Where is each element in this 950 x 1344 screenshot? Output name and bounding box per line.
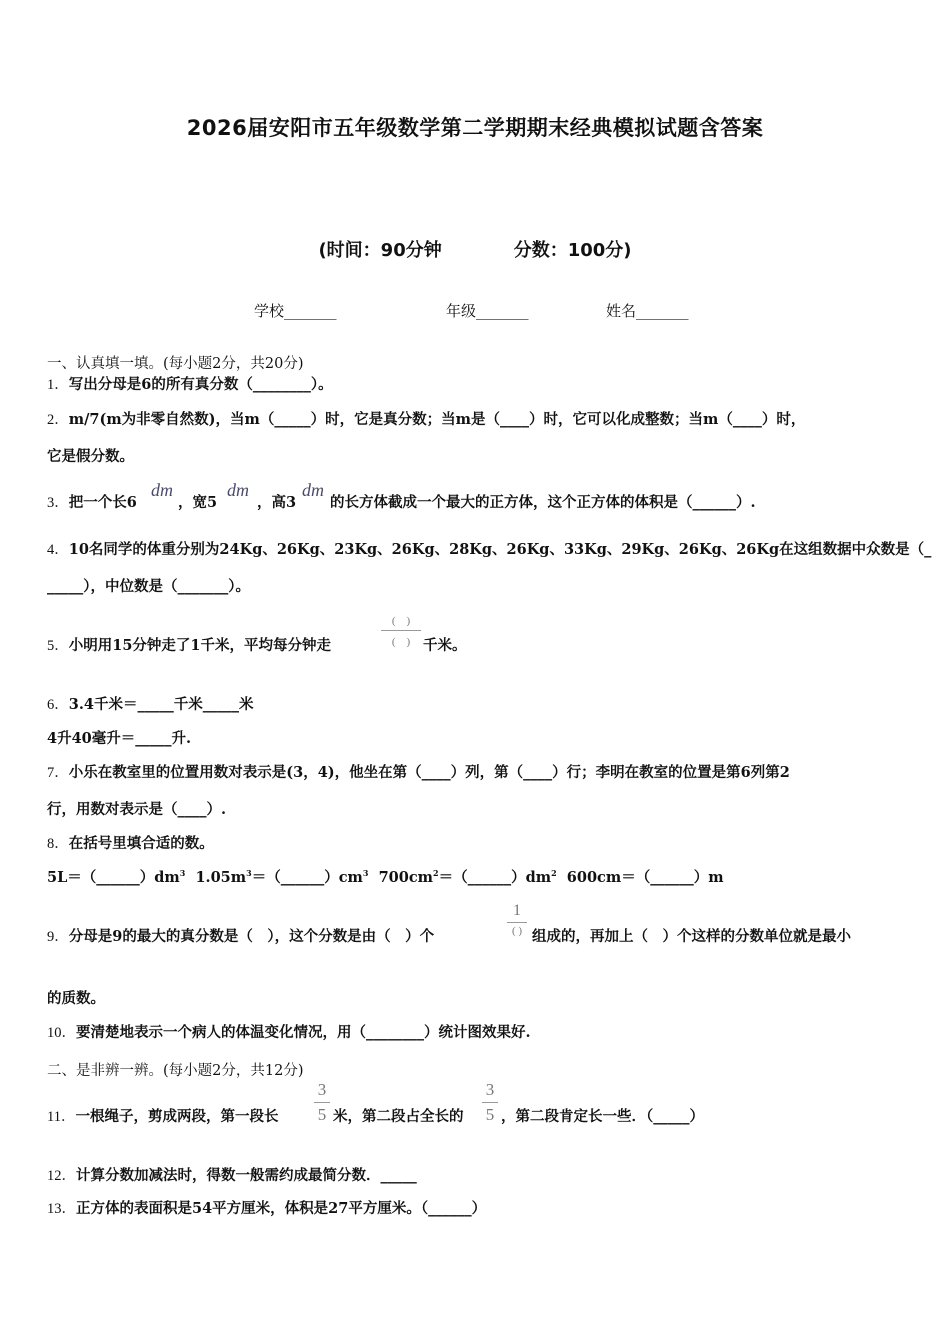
question-number: 13． bbox=[47, 1201, 76, 1217]
superscript: 3 bbox=[362, 868, 369, 878]
question-7-continued: 行，用数对表示是（____）. bbox=[47, 801, 227, 818]
question-4-continued: _____），中位数是（_______）。 bbox=[47, 578, 250, 595]
fraction-bar bbox=[482, 1102, 498, 1103]
superscript: 3 bbox=[179, 868, 186, 878]
item-length: 600cm＝（______）m bbox=[566, 869, 724, 886]
fraction-three-fifths bbox=[314, 1080, 330, 1125]
question-8 bbox=[47, 837, 214, 852]
fraction-denominator: 5 bbox=[485, 1105, 495, 1124]
superscript: 2 bbox=[433, 868, 439, 878]
question-number: 4． bbox=[47, 542, 69, 558]
superscript: 2 bbox=[551, 868, 557, 878]
question-9 bbox=[47, 930, 434, 945]
question-number: 2． bbox=[47, 412, 69, 428]
blank-fraction bbox=[381, 612, 421, 649]
question-2 bbox=[47, 413, 805, 428]
question-number: 10． bbox=[47, 1025, 76, 1041]
time-limit: (时间：90分钟 bbox=[318, 240, 442, 261]
fraction-denominator: 5 bbox=[317, 1105, 327, 1124]
question-text: 要清楚地表示一个病人的体温变化情况，用（________）统计图效果好. bbox=[76, 1024, 531, 1041]
question-3-height: ，高3 bbox=[257, 494, 297, 511]
fraction-denominator: ( ) bbox=[391, 636, 411, 648]
fraction-denominator: ( ) bbox=[511, 925, 523, 937]
item-square-dm: ＝（______）dm bbox=[438, 869, 552, 886]
question-3-width: ，宽5 bbox=[178, 494, 218, 511]
question-number: 5． bbox=[47, 638, 69, 654]
item-cubic-centimeters: ＝（______）cm bbox=[251, 869, 363, 886]
question-text: 10名同学的体重分别为24Kg、26Kg、23Kg、26Kg、28Kg、26Kg、33Kg、29Kg、26Kg、26Kg在这组数据中众数是（_ bbox=[68, 541, 932, 558]
question-number: 9． bbox=[47, 929, 69, 945]
question-number: 11． bbox=[47, 1109, 76, 1125]
name-field: 姓名_______ bbox=[606, 302, 689, 320]
question-9-text-b: 组成的，再加上（ ）个这样的分数单位就是最小 bbox=[532, 928, 851, 945]
question-13 bbox=[47, 1202, 486, 1217]
superscript: 3 bbox=[246, 868, 252, 878]
question-text: 正方体的表面积是54平方厘米，体积是27平方厘米。（______） bbox=[76, 1200, 487, 1217]
item-liters: 5L＝（______）dm bbox=[47, 869, 180, 886]
question-number: 12． bbox=[47, 1168, 76, 1184]
school-field: 学校_______ bbox=[254, 302, 337, 320]
question-text-a: 把一个长6 bbox=[68, 494, 137, 511]
question-5-unit: 千米。 bbox=[423, 637, 467, 654]
fraction-numerator: 3 bbox=[485, 1080, 495, 1099]
section-heading-2: 二、是非辨一辨。(每小题2分，共12分) bbox=[47, 1063, 304, 1079]
item-cubic-meters: 1.05m bbox=[195, 869, 247, 886]
question-text: 小明用15分钟走了1千米，平均每分钟走 bbox=[68, 637, 332, 654]
section-heading-1: 一、认真填一填。(每小题2分，共20分) bbox=[47, 356, 304, 372]
question-4 bbox=[47, 543, 931, 558]
exam-meta bbox=[0, 236, 950, 262]
question-number: 8． bbox=[47, 836, 69, 852]
fraction-numerator: 1 bbox=[513, 902, 521, 919]
question-5 bbox=[47, 639, 331, 654]
question-1 bbox=[47, 378, 333, 393]
item-square-cm: 700cm bbox=[378, 869, 434, 886]
fraction-three-fifths bbox=[482, 1080, 498, 1125]
question-text: 3.4千米＝_____千米_____米 bbox=[68, 696, 254, 713]
question-10 bbox=[47, 1026, 531, 1041]
question-3 bbox=[47, 496, 137, 511]
question-text: m/7(m为非零自然数)，当m（_____）时，它是真分数；当m是（____）时，它可以化成整数；当m（____）时， bbox=[68, 411, 806, 428]
dm-unit: dm bbox=[151, 480, 173, 500]
fraction-bar bbox=[507, 922, 527, 923]
question-text: 计算分数加减法时，得数一般需约成最简分数．_____ bbox=[76, 1167, 417, 1184]
question-text: 写出分母是6的所有真分数（________）。 bbox=[68, 376, 333, 393]
question-2-continued: 它是假分数。 bbox=[47, 448, 134, 465]
question-number: 3． bbox=[47, 495, 69, 511]
question-text-a: 分母是9的最大的真分数是（ ），这个分数是由（ ）个 bbox=[68, 928, 435, 945]
question-6-part-2: 4升40毫升＝_____升. bbox=[47, 730, 192, 747]
total-score: 分数：100分) bbox=[513, 240, 632, 261]
fraction-numerator: ( ) bbox=[391, 615, 411, 627]
question-number: 1． bbox=[47, 377, 69, 393]
question-3-rest: 的长方体截成一个最大的正方体，这个正方体的体积是（______）. bbox=[330, 494, 756, 511]
grade-field: 年级_______ bbox=[446, 302, 529, 320]
question-number: 7． bbox=[47, 765, 69, 781]
dm-unit: dm bbox=[302, 480, 324, 500]
unit-fraction bbox=[507, 902, 527, 937]
question-6 bbox=[47, 698, 253, 713]
question-11-text-c: ，第二段肯定长一些．（_____） bbox=[501, 1108, 704, 1125]
fraction-numerator: 3 bbox=[317, 1080, 327, 1099]
question-number: 6． bbox=[47, 697, 69, 713]
page-title: 2026届安阳市五年级数学第二学期期末经典模拟试题含答案 bbox=[186, 116, 764, 140]
question-text: 小乐在教室里的位置用数对表示是(3，4)，他坐在第（____）列，第（____）行；李明在教室的位置是第6列第2 bbox=[68, 764, 790, 781]
dm-unit: dm bbox=[227, 480, 249, 500]
question-7 bbox=[47, 766, 790, 781]
question-12 bbox=[47, 1169, 417, 1184]
question-9-continued: 的质数。 bbox=[47, 990, 105, 1007]
question-11 bbox=[47, 1110, 278, 1125]
question-text-a: 一根绳子，剪成两段，第一段长 bbox=[75, 1108, 279, 1125]
question-text: 在括号里填合适的数。 bbox=[68, 835, 214, 852]
fraction-bar bbox=[314, 1102, 330, 1103]
fraction-bar bbox=[381, 630, 421, 631]
question-11-text-b: 米，第二段占全长的 bbox=[333, 1108, 464, 1125]
question-8-items bbox=[47, 868, 724, 886]
